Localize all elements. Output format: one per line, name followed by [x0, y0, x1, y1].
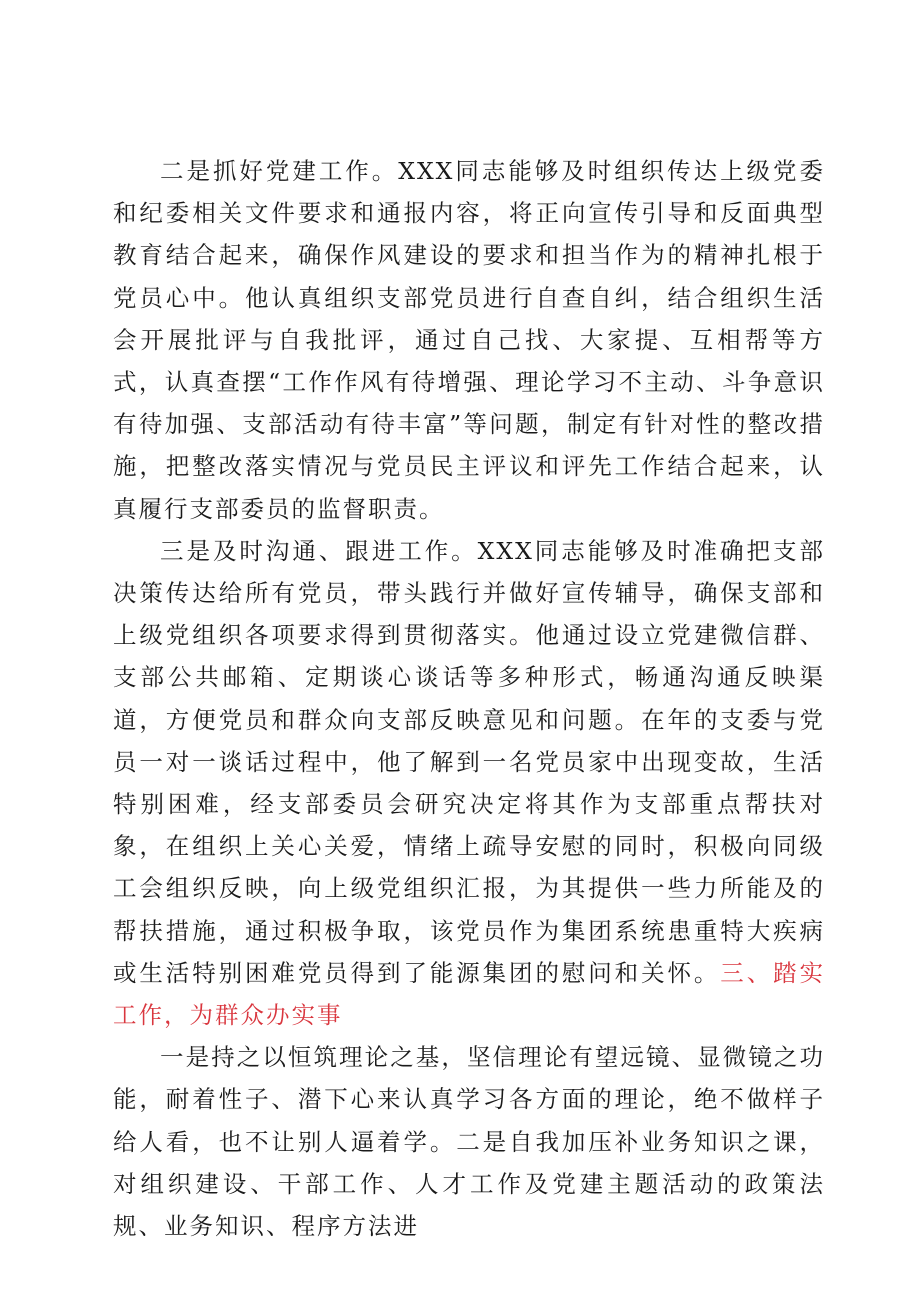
paragraph-party-building: [113, 150, 825, 530]
paragraph-text: 三是及时沟通、跟进工作。XXX同志能够及时准确把支部决策传达给所有党员，带头践行并做好宣传辅导，确保支部和上级党组织各项要求得到贯彻落实。他通过设立党建微信群、支部公共邮箱、定期谈心谈话等多种形式，畅通沟通反映渠道，方便党员和群众向支部反映意见和问题。在年的支委与党员一对一谈话过程中，他了解到一名党员家中出现变故，生活特别困难，经支部委员会研究决定将其作为支部重点帮扶对象，在组织上关心关爱，情绪上疏导安慰的同时，积极向同级工会组织反映，向上级党组织汇报，为其提供一些力所能及的帮扶措施，通过积极争取，该党员作为集团系统患重特大疾病或生活特别困难党员得到了能源集团的慰问和关怀。: [113, 536, 825, 987]
document-body: [113, 150, 825, 1247]
paragraph-text: 二是抓好党建工作。XXX同志能够及时组织传达上级党委和纪委相关文件要求和通报内容，将正向宣传引导和反面典型教育结合起来，确保作风建设的要求和担当作为的精神扎根于党员心中。他认真组织支部党员进行自查自纠，结合组织生活会开展批评与自我批评，通过自己找、大家提、互相帮等方式，认真查摆“工作作风有待增强、理论学习不主动、斗争意识有待加强、支部活动有待丰富”等问题，制定有针对性的整改措施，把整改落实情况与党员民主评议和评先工作结合起来，认真履行支部委员的监督职责。: [113, 157, 825, 523]
section-heading: 三、踏实工作，为群众办实事: [113, 958, 826, 1030]
paragraph-theory-study: [113, 1036, 825, 1247]
paragraph-text: 一是持之以恒筑理论之基，坚信理论有望远镜、显微镜之功能，耐着性子、潜下心来认真学习各方面的理论，绝不做样子给人看，也不让别人逼着学。二是自我加压补业务知识之课，对组织建设、干部工作、人才工作及党建主题活动的政策法规、业务知识、程序方法进: [113, 1043, 825, 1241]
paragraph-communication: [113, 530, 825, 1036]
